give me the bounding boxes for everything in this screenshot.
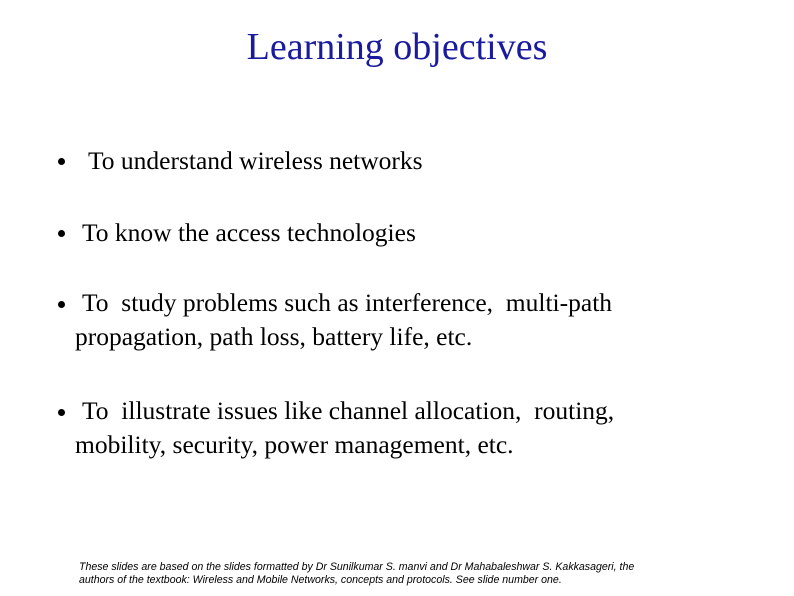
bullet-line: To know the access technologies xyxy=(82,218,416,247)
bullet-item xyxy=(88,144,788,178)
bullet-item xyxy=(82,216,782,250)
bullet-dot-icon xyxy=(58,158,65,165)
bullet-line: To understand wireless networks xyxy=(88,146,423,175)
bullet-line: To illustrate issues like channel allocation, routing, xyxy=(82,396,615,425)
bullet-dot-icon xyxy=(58,301,65,308)
footer-line: authors of the textbook: Wireless and Mobile Networks, concepts and protocols. See slide number one. xyxy=(79,574,562,586)
bullet-dot-icon xyxy=(58,230,65,237)
footer-line: These slides are based on the slides formatted by Dr Sunilkumar S. manvi and Dr Mahabaleshwar S. Kakkasageri, the xyxy=(79,561,635,573)
bullet-line: mobility, security, power management, etc. xyxy=(75,430,514,459)
slide-title: Learning objectives xyxy=(246,26,548,68)
bullet-line: propagation, path loss, battery life, etc. xyxy=(75,322,473,351)
bullet-item xyxy=(75,394,775,462)
bullet-line: To study problems such as interference, multi-path xyxy=(82,288,613,317)
bullet-item xyxy=(75,286,775,354)
bullet-dot-icon xyxy=(58,409,65,416)
footer-note xyxy=(79,561,759,587)
